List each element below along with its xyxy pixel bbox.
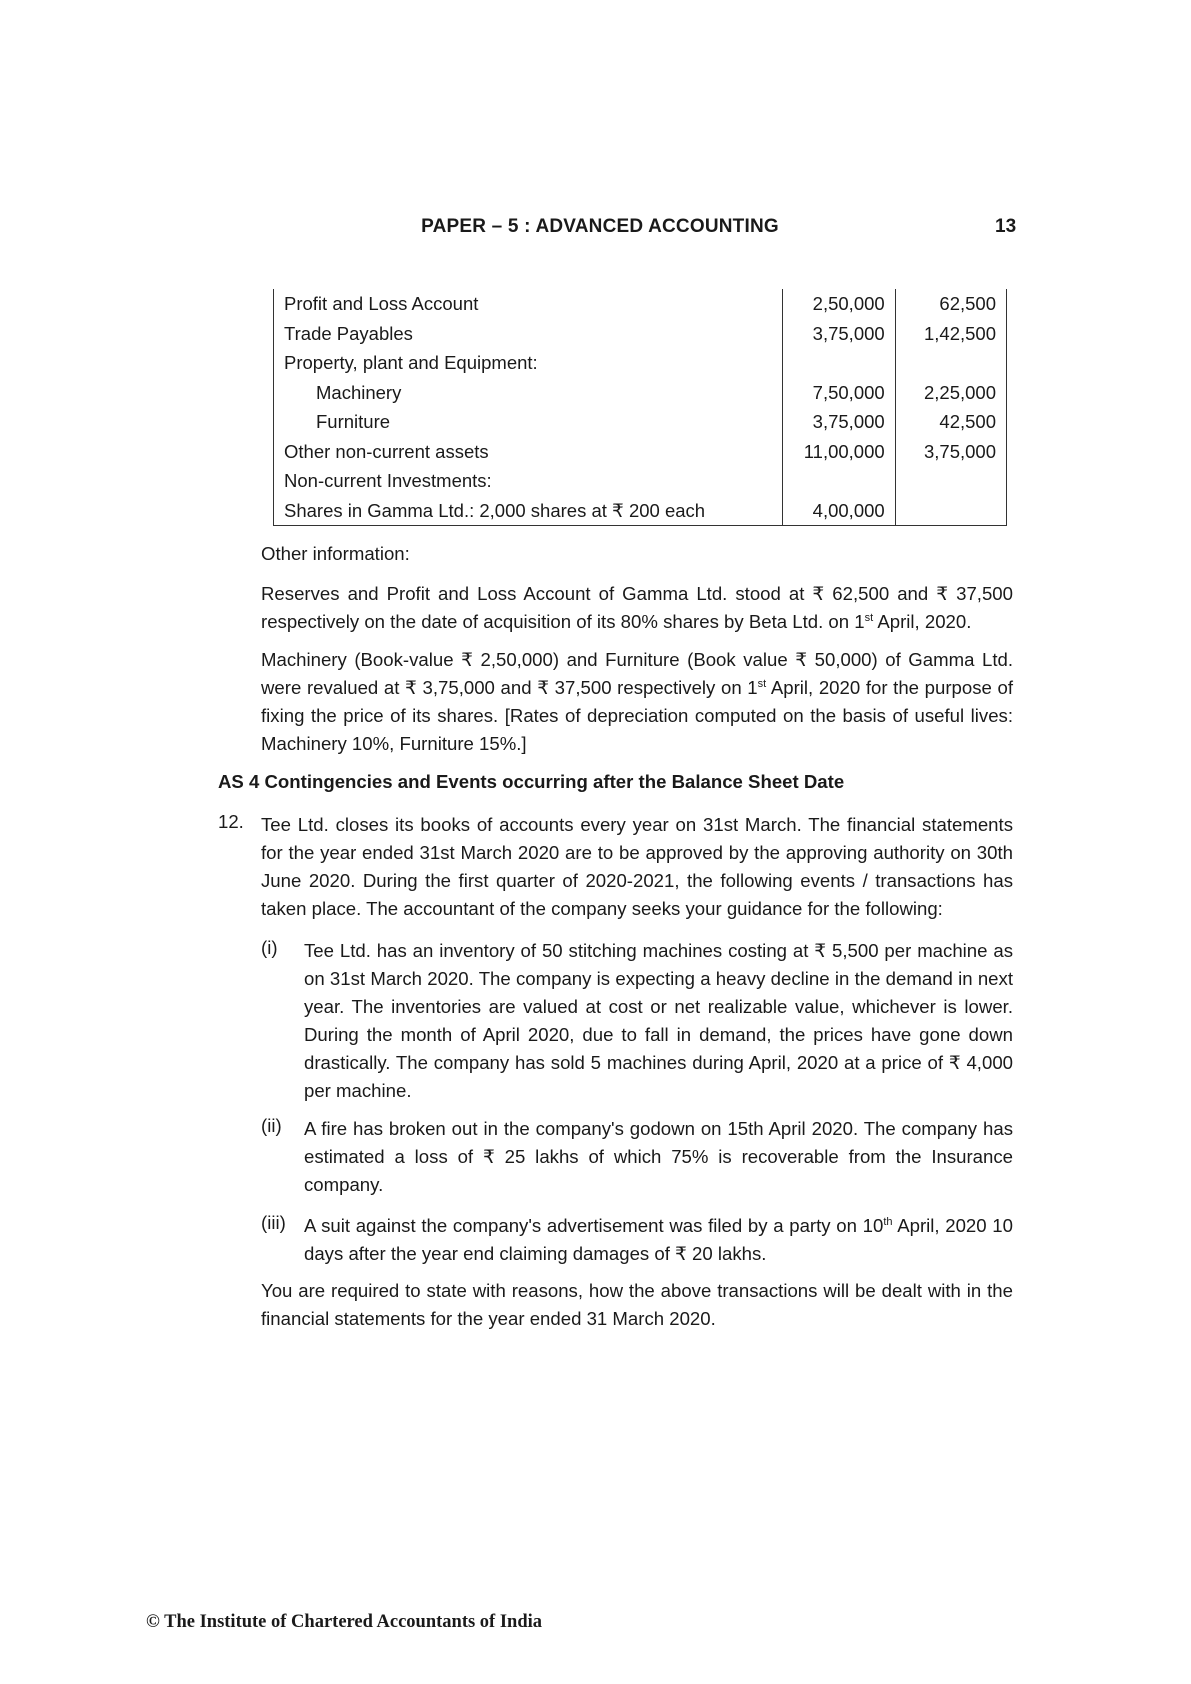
- item-text-start: A suit against the company's advertisement was filed by a party on 10: [304, 1215, 884, 1236]
- table-row: [274, 437, 1007, 467]
- row-value-gamma: 62,500: [895, 289, 1006, 319]
- row-label: Furniture: [274, 407, 783, 437]
- row-value-beta: 3,75,000: [783, 319, 896, 349]
- item-text: [304, 1212, 1013, 1268]
- reserves-paragraph: [261, 580, 1013, 636]
- row-value-beta: 3,75,000: [783, 407, 896, 437]
- item-text-end: April, 2020 10 days after the year end claiming damages of ₹ 20 lakhs.: [304, 1215, 1013, 1264]
- balance-sheet-table: [273, 289, 1007, 526]
- row-value-gamma: [895, 348, 1006, 378]
- item-number: (i): [261, 937, 278, 958]
- row-label: Non-current Investments:: [274, 466, 783, 496]
- other-information-label: Other information:: [261, 543, 410, 564]
- row-value-beta: [783, 348, 896, 378]
- question-text: Tee Ltd. closes its books of accounts every year on 31st March. The financial statements for the year ended 31st March 2020 are to be approved by the approving authority on 30th June 2020. During the first quarter of 2020-2021, the following events / transactions has taken place. The accountant of the company seeks your guidance for the following:: [261, 814, 1013, 919]
- item-text: A fire has broken out in the company's godown on 15th April 2020. The company has estimated a loss of ₹ 25 lakhs of which 75% is recoverable from the Insurance company.: [304, 1118, 1013, 1195]
- section-heading: AS 4 Contingencies and Events occurring after the Balance Sheet Date: [218, 771, 845, 792]
- row-value-beta: 11,00,000: [783, 437, 896, 467]
- row-value-beta: 7,50,000: [783, 378, 896, 408]
- question-number: 12.: [218, 811, 244, 832]
- requirement-text: You are required to state with reasons, how the above transactions will be dealt with in the financial statements for the year ended 31 March 2020.: [261, 1280, 1013, 1329]
- page-number: 13: [995, 216, 1017, 237]
- page-header: [0, 216, 1191, 246]
- row-label: Shares in Gamma Ltd.: 2,000 shares at ₹ 200 each: [274, 496, 783, 526]
- row-value-gamma: [895, 496, 1006, 526]
- row-label: Property, plant and Equipment:: [274, 348, 783, 378]
- item-superscript: th: [883, 1216, 893, 1228]
- revaluation-superscript: st: [757, 678, 767, 690]
- reserves-superscript: st: [864, 612, 874, 624]
- page-footer: © The Institute of Chartered Accountants of India: [146, 1612, 543, 1632]
- row-label: Other non-current assets: [274, 437, 783, 467]
- item-number: (iii): [261, 1212, 286, 1233]
- row-value-gamma: 1,42,500: [895, 319, 1006, 349]
- reserves-text: Reserves and Profit and Loss Account of Gamma Ltd. stood at ₹ 62,500 and ₹ 37,500 respectively on the date of acquisition of its 80% shares by Beta Ltd. on 1: [261, 583, 1013, 632]
- row-value-gamma: [895, 466, 1006, 496]
- table-row: [274, 378, 1007, 408]
- table-row: [274, 466, 1007, 496]
- item-text: Tee Ltd. has an inventory of 50 stitching machines costing at ₹ 5,500 per machine as on 31st March 2020. The company is expecting a heavy decline in the demand in next year. The inventories are valued at cost or net realizable value, whichever is lower. During the month of April 2020, due to fall in demand, the prices have gone down drastically. The company has sold 5 machines during April, 2020 at a price of ₹ 4,000 per machine.: [304, 940, 1013, 1101]
- item-number: (ii): [261, 1115, 282, 1136]
- table-row: [274, 496, 1007, 526]
- row-value-beta: 2,50,000: [783, 289, 896, 319]
- table-row: [274, 407, 1007, 437]
- row-value-gamma: 3,75,000: [895, 437, 1006, 467]
- row-value-gamma: 2,25,000: [895, 378, 1006, 408]
- page-title: PAPER – 5 : ADVANCED ACCOUNTING: [421, 216, 779, 237]
- revaluation-text-end: April, 2020 for the purpose of fixing the price of its shares. [Rates of depreciation computed on the basis of useful lives: Machinery 10%, Furniture 15%.]: [261, 677, 1013, 754]
- table-row: [274, 319, 1007, 349]
- row-value-beta: 4,00,000: [783, 496, 896, 526]
- row-label: Machinery: [274, 378, 783, 408]
- row-label: Profit and Loss Account: [274, 289, 783, 319]
- row-value-gamma: 42,500: [895, 407, 1006, 437]
- table-row: [274, 289, 1007, 319]
- reserves-text-end: April, 2020.: [873, 611, 972, 632]
- revaluation-text: Machinery (Book-value ₹ 2,50,000) and Furniture (Book value ₹ 50,000) of Gamma Ltd. were revalued at ₹ 3,75,000 and ₹ 37,500 respectively on 1: [261, 649, 1013, 698]
- revaluation-paragraph: [261, 646, 1013, 758]
- row-value-beta: [783, 466, 896, 496]
- row-label: Trade Payables: [274, 319, 783, 349]
- table-row: [274, 348, 1007, 378]
